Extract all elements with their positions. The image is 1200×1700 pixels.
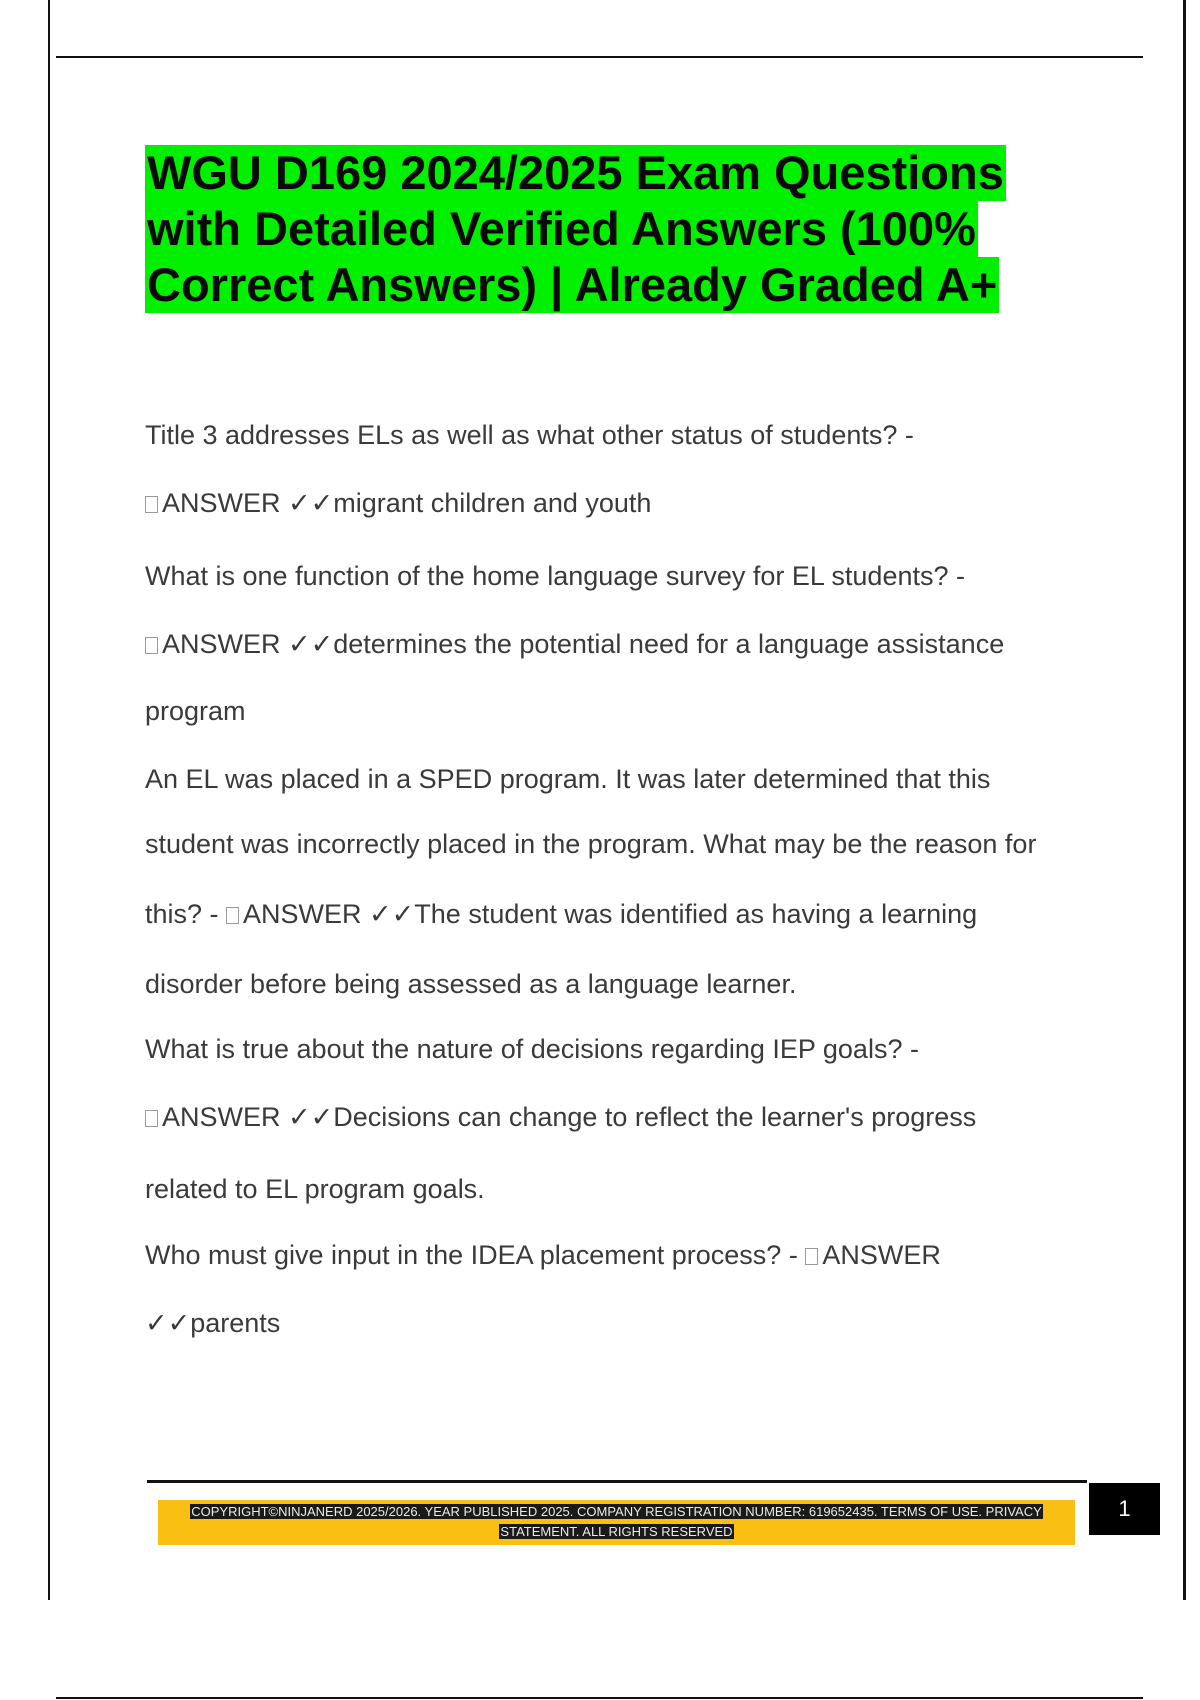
checkbox-glyph-icon — [145, 637, 158, 654]
bottom-rule — [56, 1697, 1143, 1699]
title-line: with Detailed Verified Answers (100% — [147, 202, 976, 255]
footer-rule — [147, 1480, 1087, 1483]
title-line: Correct Answers) | Already Graded A+ — [147, 258, 998, 311]
checkbox-glyph-icon — [145, 1110, 158, 1127]
page-right-border — [1183, 0, 1186, 1600]
document-title — [145, 145, 1045, 313]
page-left-border — [48, 0, 50, 1600]
checkbox-glyph-icon — [805, 1248, 818, 1265]
title-line: WGU D169 2024/2025 Exam Questions — [147, 146, 1004, 199]
page-number: 1 — [1089, 1483, 1160, 1535]
header-rule — [56, 56, 1143, 58]
copyright-notice: COPYRIGHT©NINJANERD 2025/2026. YEAR PUBLISHED 2025. COMPANY REGISTRATION NUMBER: 619652435. TERMS OF USE. PRIVACY STATEMENT. ALL RIGHTS RESERVED — [191, 1504, 1042, 1539]
checkbox-glyph-icon — [145, 496, 158, 513]
checkbox-glyph-icon — [226, 907, 239, 924]
